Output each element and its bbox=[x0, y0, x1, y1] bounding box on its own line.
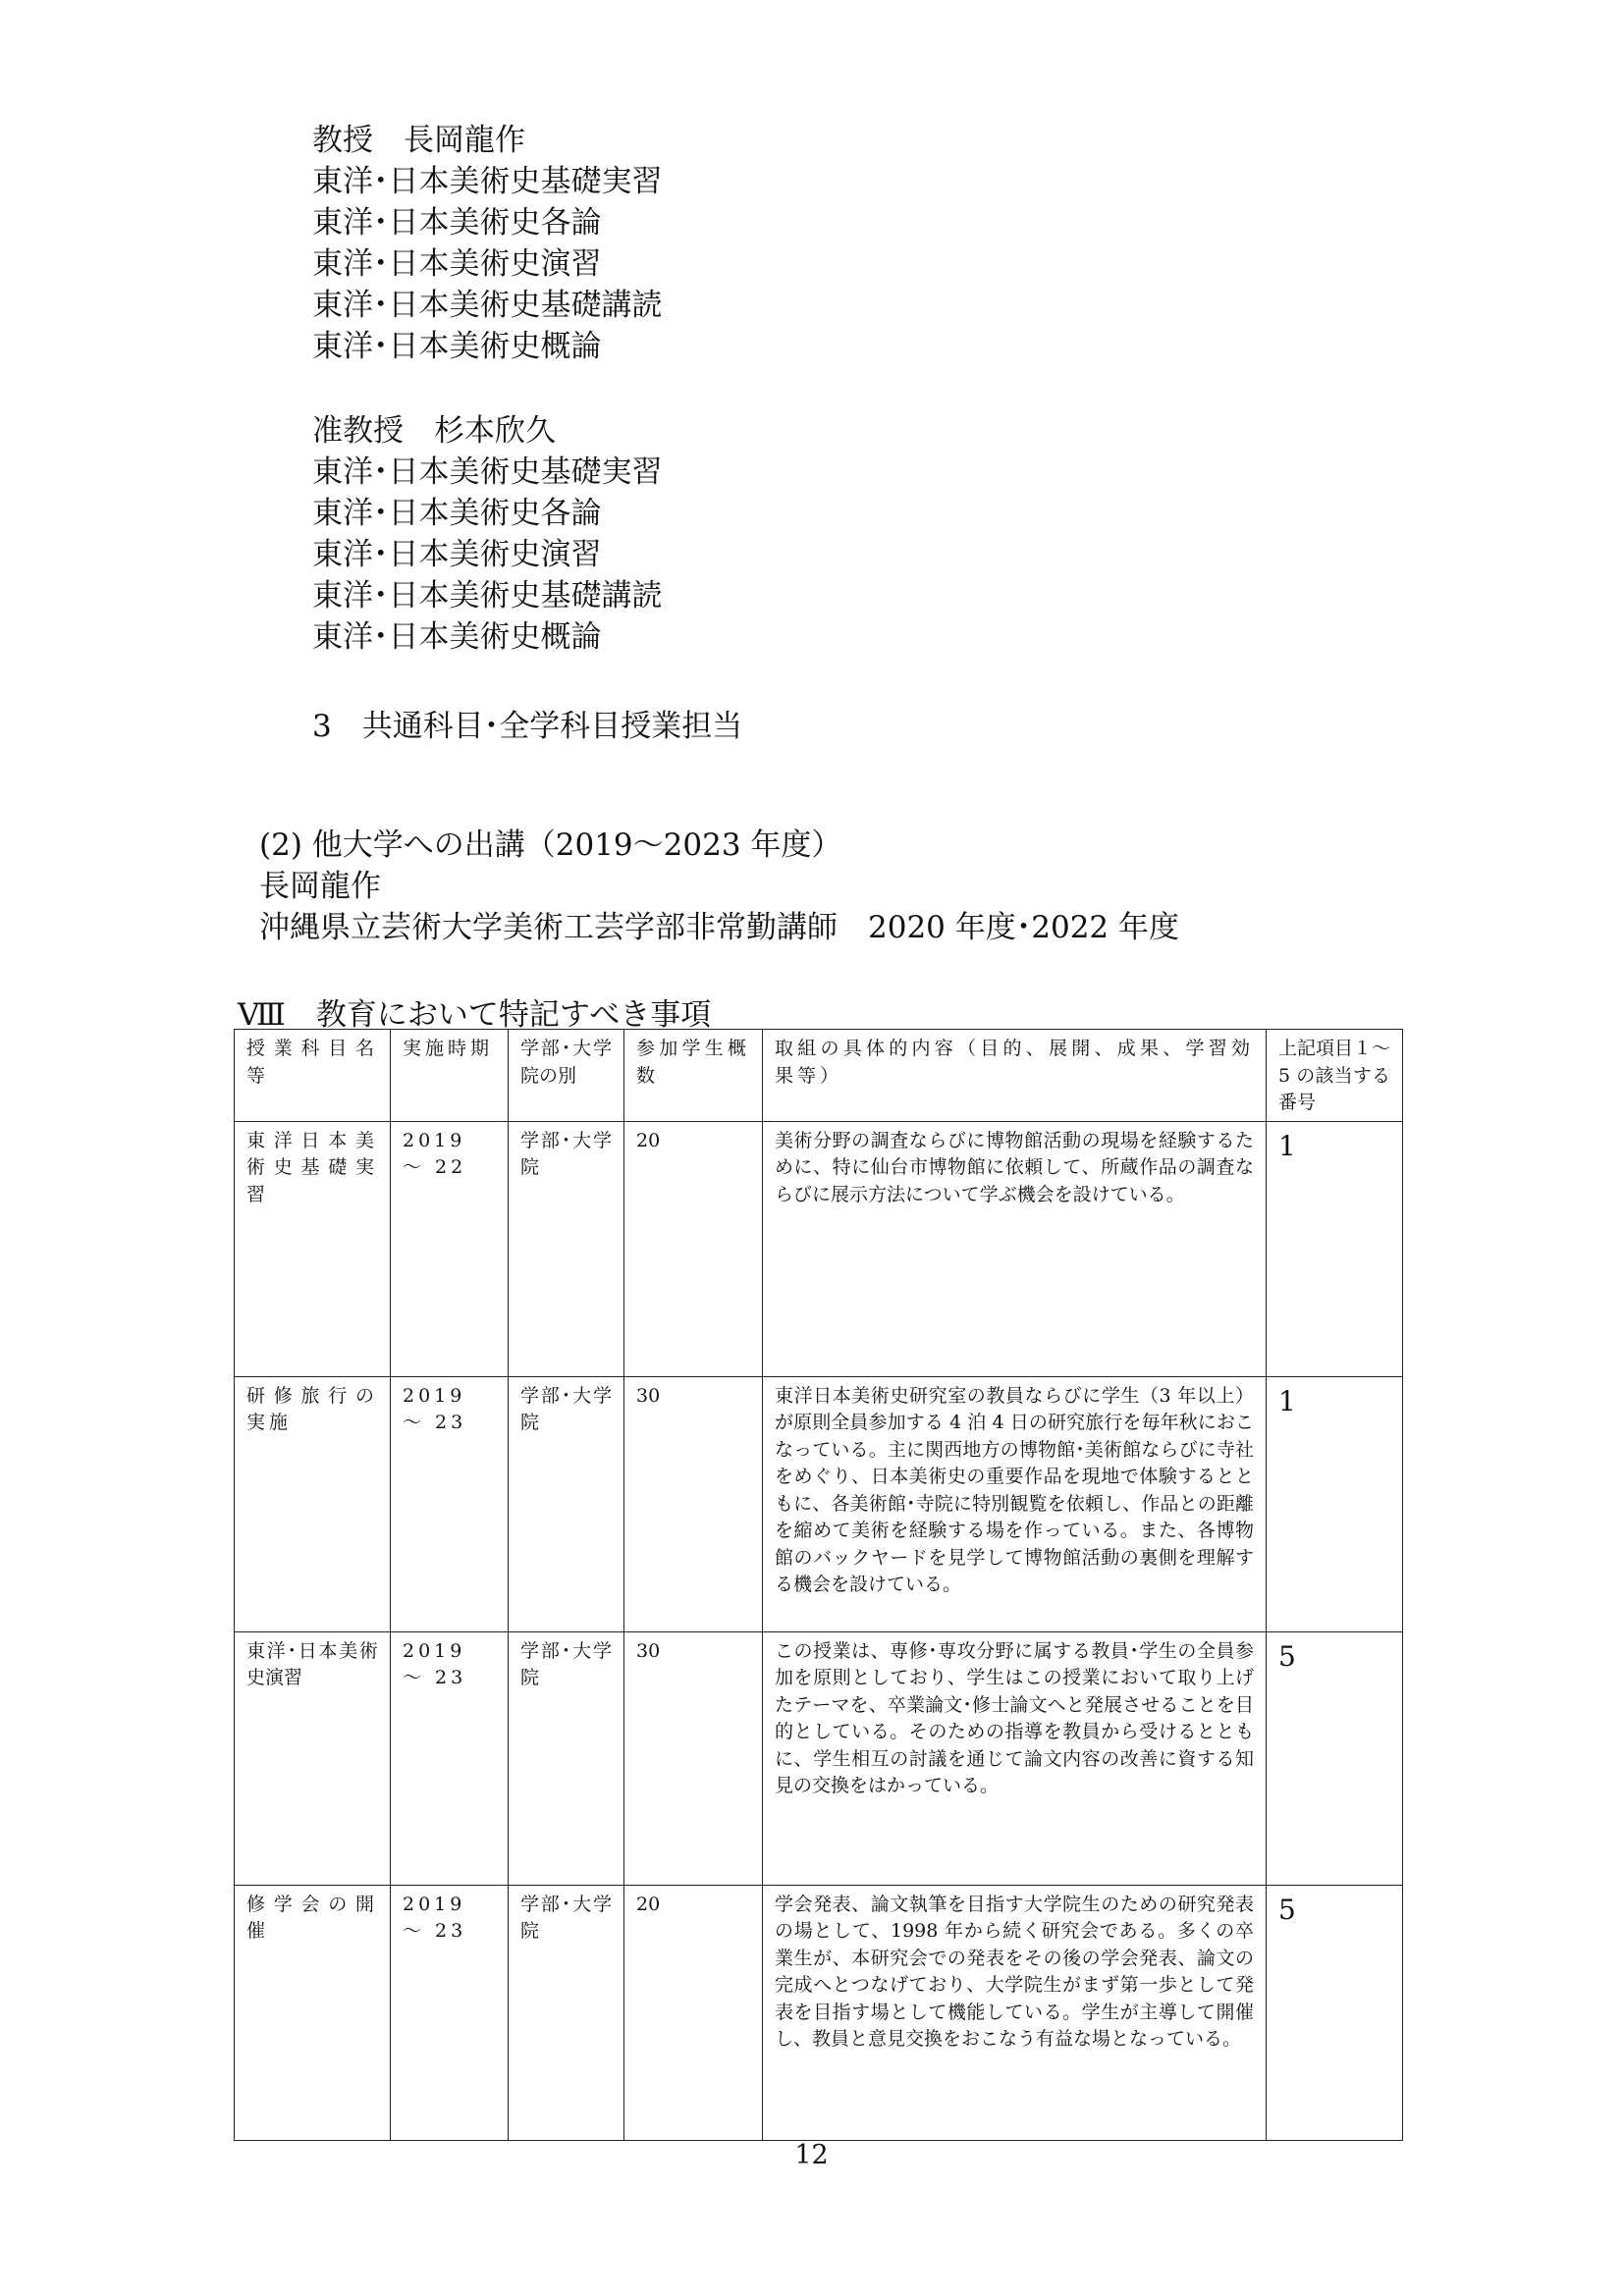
course-item: 東洋･日本美術史基礎実習 bbox=[312, 454, 663, 490]
table-row bbox=[235, 1376, 1403, 1631]
cell-period: 2019 ～ 23 bbox=[391, 1376, 509, 1631]
cell-students: 30 bbox=[624, 1631, 763, 1885]
cell-content: 学会発表、論文執筆を目指す大学院生のための研究発表の場として、1998 年から続く研究会である。多くの卒業生が、本研究会での発表をその後の学会発表、論文の完成へとつなげており、大学院生がまず第一歩として発表を目指す場として機能している。学生が主導して開催し、教員と意見交換をおこなう有益な場となっている。 bbox=[763, 1885, 1267, 2140]
cell-course: 修学会の開催 bbox=[235, 1885, 391, 2140]
cell-item: 5 bbox=[1267, 1631, 1403, 1885]
cell-level: 学部･大学院 bbox=[509, 1376, 624, 1631]
table-header-row bbox=[235, 1030, 1403, 1122]
course-item: 東洋･日本美術史演習 bbox=[312, 537, 602, 572]
faculty-title: 教授 長岡龍作 bbox=[312, 123, 525, 158]
header-period: 実施時期 bbox=[391, 1030, 509, 1122]
course-item: 東洋･日本美術史各論 bbox=[312, 496, 602, 531]
cell-level: 学部･大学院 bbox=[509, 1121, 624, 1376]
external-lectures-block bbox=[259, 825, 1179, 948]
course-item: 東洋･日本美術史基礎講読 bbox=[312, 288, 663, 323]
faculty-block-professor bbox=[312, 120, 663, 367]
cell-content: 美術分野の調査ならびに博物館活動の現場を経験するために、特に仙台市博物館に依頼して、所蔵作品の調査ならびに展示方法について学ぶ機会を設けている。 bbox=[763, 1121, 1267, 1376]
external-lecture-detail: 沖縄県立芸術大学美術工芸学部非常勤講師 2020 年度･2022 年度 bbox=[259, 910, 1179, 945]
faculty-title: 准教授 杉本欣久 bbox=[312, 413, 556, 449]
cell-period: 2019 ～ 23 bbox=[391, 1631, 509, 1885]
course-item: 東洋･日本美術史概論 bbox=[312, 619, 602, 655]
cell-level: 学部･大学院 bbox=[509, 1631, 624, 1885]
external-lectures-heading: (2) 他大学への出講（2019～2023 年度） bbox=[259, 828, 842, 863]
course-item: 東洋･日本美術史概論 bbox=[312, 329, 602, 364]
table-row bbox=[235, 1121, 1403, 1376]
course-item: 東洋･日本美術史基礎実習 bbox=[312, 164, 663, 199]
cell-item: 5 bbox=[1267, 1885, 1403, 2140]
table-row bbox=[235, 1631, 1403, 1885]
external-lecturer-name: 長岡龍作 bbox=[259, 869, 381, 904]
section-heading: Ⅷ 教育において特記すべき事項 bbox=[238, 997, 712, 1033]
cell-period: 2019 ～ 22 bbox=[391, 1121, 509, 1376]
header-content: 取組の具体的内容（目的、展開、成果、学習効果等） bbox=[763, 1030, 1267, 1122]
cell-item: 1 bbox=[1267, 1376, 1403, 1631]
cell-level: 学部･大学院 bbox=[509, 1885, 624, 2140]
cell-students: 20 bbox=[624, 1885, 763, 2140]
course-item: 東洋･日本美術史基礎講読 bbox=[312, 578, 663, 614]
cell-students: 20 bbox=[624, 1121, 763, 1376]
cell-course: 東洋日本美術史基礎実習 bbox=[235, 1121, 391, 1376]
cell-course: 東洋･日本美術史演習 bbox=[235, 1631, 391, 1885]
cell-item: 1 bbox=[1267, 1121, 1403, 1376]
page-number: 12 bbox=[794, 2140, 829, 2170]
course-item: 東洋･日本美術史演習 bbox=[312, 246, 602, 282]
cell-content: この授業は、専修･専攻分野に属する教員･学生の全員参加を原則としており、学生はこの授業において取り上げたテーマを、卒業論文･修士論文へと発展させることを目的としている。そのための指導を教員から受けるとともに、学生相互の討議を通じて論文内容の改善に資する知見の交換をはかっている。 bbox=[763, 1631, 1267, 1885]
cell-course: 研修旅行の実施 bbox=[235, 1376, 391, 1631]
header-item: 上記項目１～5 の該当する番号 bbox=[1267, 1030, 1403, 1122]
cell-period: 2019 ～ 23 bbox=[391, 1885, 509, 2140]
faculty-block-associate-professor bbox=[312, 410, 663, 658]
header-students: 参加学生概数 bbox=[624, 1030, 763, 1122]
education-notes-table bbox=[234, 1029, 1403, 2141]
course-item: 東洋･日本美術史各論 bbox=[312, 205, 602, 240]
header-level: 学部･大学院の別 bbox=[509, 1030, 624, 1122]
common-subjects-heading: 3 共通科目･全学科目授業担当 bbox=[312, 709, 743, 744]
header-course: 授業科目名等 bbox=[235, 1030, 391, 1122]
cell-students: 30 bbox=[624, 1376, 763, 1631]
table-row bbox=[235, 1885, 1403, 2140]
cell-content: 東洋日本美術史研究室の教員ならびに学生（3 年以上）が原則全員参加する 4 泊 4 日の研究旅行を毎年秋におこなっている。主に関西地方の博物館･美術館ならびに寺社をめぐり、日本美術史の重要作品を現地で体験するとともに、各美術館･寺院に特別観覧を依頼し、作品との距離を縮めて美術を経験する場を作っている。また、各博物館のバックヤードを見学して博物館活動の裏側を理解する機会を設けている。 bbox=[763, 1376, 1267, 1631]
